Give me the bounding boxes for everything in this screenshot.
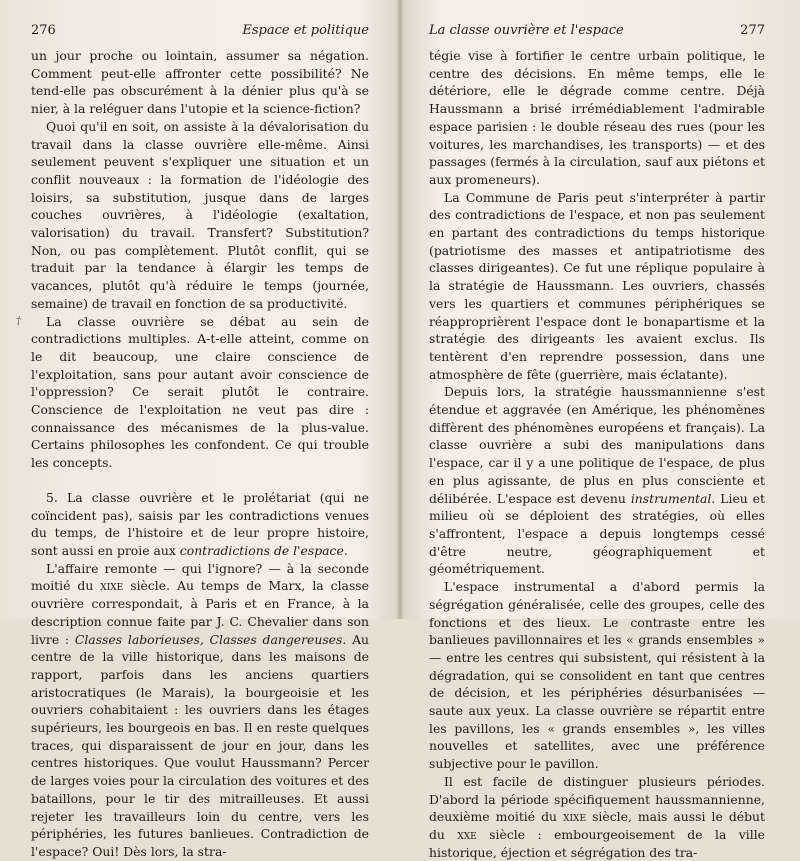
left-page — [0, 0, 398, 859]
paragraph: Il est facile de distinguer plusieurs périodes. D'abord la période spécifiquement haussmannienne, deuxième moitié du xixe siècle, mais aussi le début du xxe siècle : embourgeoisement de la ville historique, éjection et ségrégation des tra- — [429, 773, 765, 860]
left-page-number: 276 — [31, 23, 56, 38]
century-numeral: xxe — [457, 826, 477, 842]
right-page — [402, 0, 800, 860]
right-running-header — [429, 21, 765, 41]
italic-emphasis: contradictions de l'espace — [179, 542, 344, 558]
paragraph: L'espace instrumental a d'abord permis la ségrégation généralisée, celle des groupes, celle des fonctions et des lieux. Le contraste entre les banlieues pavillonnaires et les « grands ensembles » — entre les centres qui subsistent, qui résistent à la dégradation, qui se consolident en tant que centres de décision, et les périphéries désurbanisées — saute aux yeux. La classe ouvrière se répartit entre les pavillons, les « grands ensembles », les villes nouvelles et satellites, avec une préférence subjective pour le pavillon. — [429, 579, 765, 772]
paragraph: tégie vise à fortifier le centre urbain politique, le centre des décisions. En même temps, elle le détériore, elle le dégrade comme centre. Déjà Haussmann a brisé irrémédiablement l'admirable espace parisien : le double réseau des rues (pour les voitures, les marchandises, les transports) — et des passages (fermés à la circulation, sauf aux piétons et aux promeneurs). — [429, 48, 765, 187]
book-title: Classes laborieuses, Classes dangereuses — [74, 631, 343, 647]
section-5-paragraph: 5. La classe ouvrière et le prolétariat (qui ne coïncident pas), saisis par les contradictions venues du temps, de l'histoire et de leur propre histoire, sont aussi en proie aux contradictions de l'espace. — [31, 489, 369, 558]
right-page-number: 277 — [740, 23, 765, 38]
italic-emphasis: instrumental — [630, 490, 712, 506]
margin-pencil-mark: † — [15, 313, 23, 328]
left-page-body — [31, 47, 369, 861]
left-running-header — [31, 21, 369, 41]
right-page-body — [429, 47, 765, 861]
paragraph: Depuis lors, la stratégie haussmannienne s'est étendue et aggravée (en Amérique, les phénomènes diffèrent des phénomènes européens et français). La classe ouvrière a subi des manipulations dans l'espace, car il y a une politique de l'espace, de plus en plus agissante, de plus en plus consciente et délibérée. L'espace est devenu instrumental. Lieu et milieu où se déploient des stratégies, où elles s'affrontent, l'espace a depuis longtemps cessé d'être neutre, géographiquement et géométriquement. — [429, 384, 765, 577]
century-numeral: xixe — [100, 578, 124, 594]
paragraph: L'affaire remonte — qui l'ignore? — à la seconde moitié du xixe siècle. Au temps de Marx, la classe ouvrière correspondait, à Paris et en France, à la description connue faite par J. C. Chevalier dans son livre : Classes laborieuses, Classes dangereuses. Au centre de la ville historique, dans les maisons de rapport, parfois dans les anciens quartiers aristocratiques (le Marais), la bourgeoisie et les ouvriers cohabitaient : les ouvriers dans les étages supérieurs, les bourgeois en bas. Il en reste quelques traces, qui disparaissent de jour en jour, dans les centres historiques. Que voulut Haussmann? Percer de larges voies pour la circulation des voitures et des bataillons, pour le tir des mitrailleuses. Et aussi rejeter les travailleurs loin du centre, vers les périphéries, les futures banlieues. Contradiction de l'espace? Oui! Dès lors, la stra- — [31, 560, 369, 859]
paragraph: un jour proche ou lointain, assumer sa négation. Comment peut-elle affronter cette possibilité? Ne tend-elle pas obscurément à la dénier plus qu'à se nier, à la reléguer dans l'utopie et la science-fiction? — [31, 48, 369, 117]
paragraph: Quoi qu'il en soit, on assiste à la dévalorisation du travail dans la classe ouvrière elle-même. Ainsi seulement peuvent s'expliquer une situation et un conflit nouveaux : la formation de l'idéologie des loisirs, sa substitution, jusque dans de larges couches ouvrières, à l'idéologie (exaltation, valorisation) du travail. Transfert? Substitution? Non, ou pas complètement. Plutôt conflit, qui se traduit par la tendance à élargir les temps de vacances, plutôt qu'à réduire le temps (journée, semaine) de travail en fonction de sa productivité. — [31, 118, 369, 311]
left-running-title: Espace et politique — [242, 23, 369, 38]
paragraph: La classe ouvrière se débat au sein de contradictions multiples. A-t-elle atteint, comme on le dit beaucoup, une claire conscience de l'exploitation, sans pour autant avoir conscience de l'oppression? Ce serait plutôt le contraire. Conscience de l'exploitation ne veut pas dire : connaissance des mécanismes de la plus-value. Certains philosophes les confondent. Ce qui trouble les concepts. — [31, 313, 369, 471]
century-numeral: xixe — [563, 809, 587, 825]
paragraph: La Commune de Paris peut s'interpréter à partir des contradictions de l'espace, et non pas seulement en partant des contradictions du temps historique (patriotisme des masses et antipatriotisme des classes dirigeantes). Ce fut une réplique populaire à la stratégie de Haussmann. Les ouvriers, chassés vers les quartiers et communes périphériques se réapproprièrent l'espace dont le bonapartisme et la stratégie des dirigeants les avaient exclus. Ils tentèrent d'en reprendre possession, dans une atmosphère de fête (guerrière, mais éclatante). — [429, 189, 765, 382]
right-running-title: La classe ouvrière et l'espace — [429, 23, 624, 38]
